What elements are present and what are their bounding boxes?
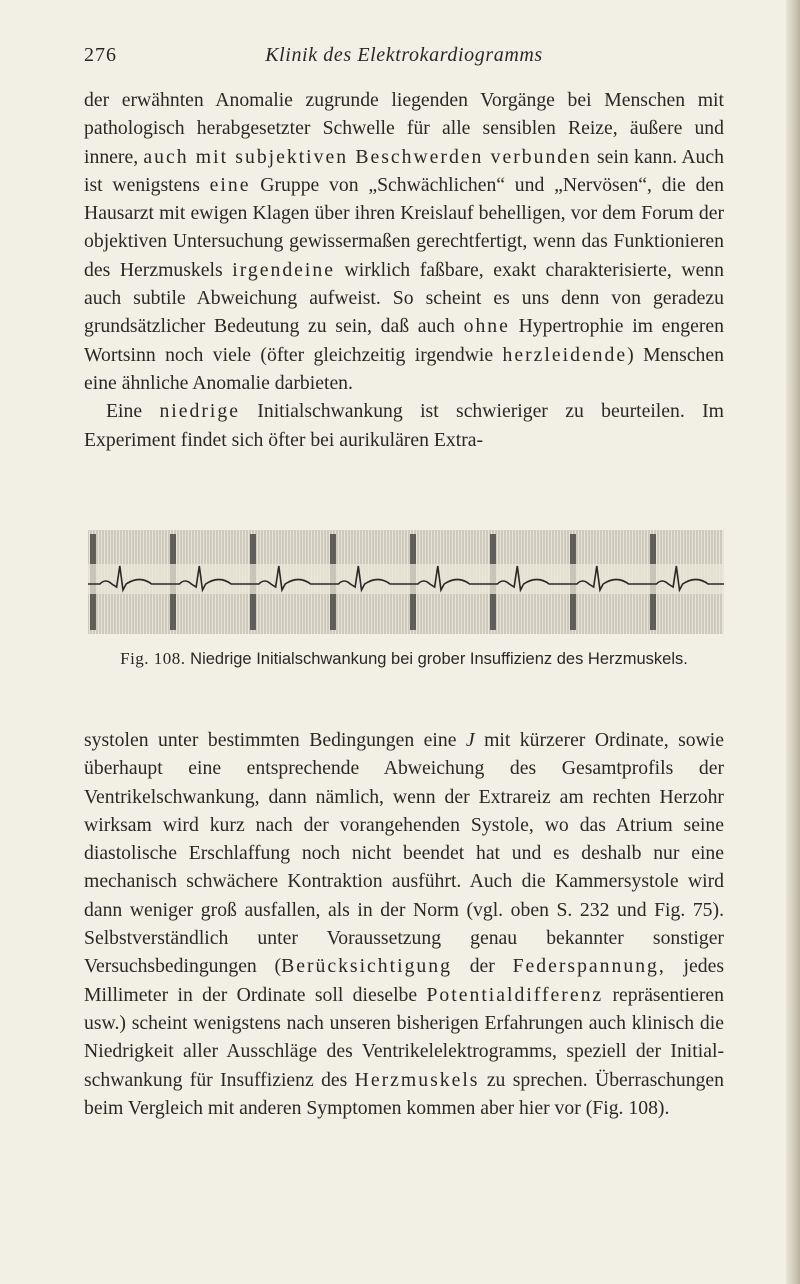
figure-caption	[84, 648, 724, 670]
text-run: Initialschwankung ist schwieriger zu beurteilen. Im Experiment findet sich öfter bei aurikulären Extra-	[84, 400, 724, 451]
text-run: ) Menschen eine ähnliche Anomalie darbieten.	[84, 343, 724, 394]
spaced-text: eine	[209, 173, 251, 196]
text-run: mit kürzerer Ordinate, sowie überhaupt eine entsprechende Abweichung des Gesamtprofils der Ventrikelschwankung, dann nämlich, wenn der Extrareiz am rechten Herzohr wirksam wird kurz nach der vorangehenden Systole, wo das Atrium seine diastolische Erschlaffung noch nicht beendet hat und es deshalb nur eine mechanisch schwächere Kontraktion ausführt. Auch die Kammersystole wird dann weniger groß ausfallen, als in der Norm (vgl. oben S. 232 und Fig. 75). Selbstverständlich unter Voraussetzung genau bekannter sonstiger Versuchsbedingungen (	[84, 729, 725, 978]
spaced-text: herzleidende	[502, 343, 628, 366]
paragraph-3	[84, 726, 724, 1122]
text-run: der erwähnten Anomalie zugrunde liegenden Vorgänge bei Menschen mit pathologisch herabgesetzter Schwelle für alle sensiblen Reize, äußere und innere,	[84, 89, 724, 168]
text-run: systolen unter bestimmten Bedingungen eine	[84, 729, 466, 751]
text-run: der	[451, 955, 513, 978]
text-run: repräsentieren usw.) scheint wenigstens nach unseren bisherigen Erfahrungen auch klinisch die Niedrigkeit aller Ausschläge des Ventrikelelektrogramms, speziell der Initialschwankung für Insuffizienz des	[84, 983, 724, 1091]
figure-caption-text: Niedrige Initialschwankung bei grober Insuffizienz des Herzmuskels.	[190, 650, 688, 668]
text-run: Hypertrophie im engeren Wortsinn noch viele (öfter gleichzeitig irgendwie	[84, 315, 724, 366]
spaced-text: ohne	[463, 315, 510, 338]
spaced-text: niedrige	[159, 400, 240, 423]
paragraph-1	[84, 86, 724, 454]
text-run: sein kann. Auch ist wenigstens	[84, 145, 724, 196]
ecg-figure	[88, 530, 724, 634]
spaced-text: Herzmuskels	[354, 1068, 480, 1091]
running-header	[84, 44, 724, 78]
page-edge	[786, 0, 800, 1284]
page-number: 276	[84, 44, 117, 66]
trace-band	[88, 564, 724, 594]
spaced-text: Berücksichtigung	[281, 955, 452, 978]
text-run: jedes Millimeter in der Ordinate soll dieselbe	[84, 955, 725, 1006]
text-run: Eine	[106, 400, 160, 423]
ecg-trace-plot	[88, 530, 724, 634]
italic-text: J	[465, 729, 475, 751]
text-run: zu sprechen. Überraschungen beim Vergleich mit anderen Symptomen kommen aber hier vor (Fig. 108).	[84, 1068, 724, 1119]
spaced-text: auch mit subjektiven Beschwerden verbunden	[143, 145, 592, 168]
text-run: wirklich faßbare, exakt charakterisierte, wenn auch subtile Abweichung aufweist. So scheint es uns denn von geradezu grundsätzlicher Bedeutung zu sein, daß auch	[84, 258, 724, 338]
figure-number: Fig. 108.	[120, 649, 186, 668]
spaced-text: Potentialdifferenz	[426, 983, 604, 1006]
spaced-text: Federspannung,	[512, 955, 666, 978]
text-run: Gruppe von „Schwächlichen“ und „Nervösen“, die den Hausarzt mit ewigen Klagen über ihren Kreislauf behelligen, vor dem Forum der objektiven Untersuchung gewissermaßen gerechtfertigt, wenn das Funktionieren des Herzmuskels	[84, 173, 724, 281]
spaced-text: irgendeine	[232, 258, 335, 281]
running-title: Klinik des Elektrokardiogramms	[265, 44, 543, 66]
